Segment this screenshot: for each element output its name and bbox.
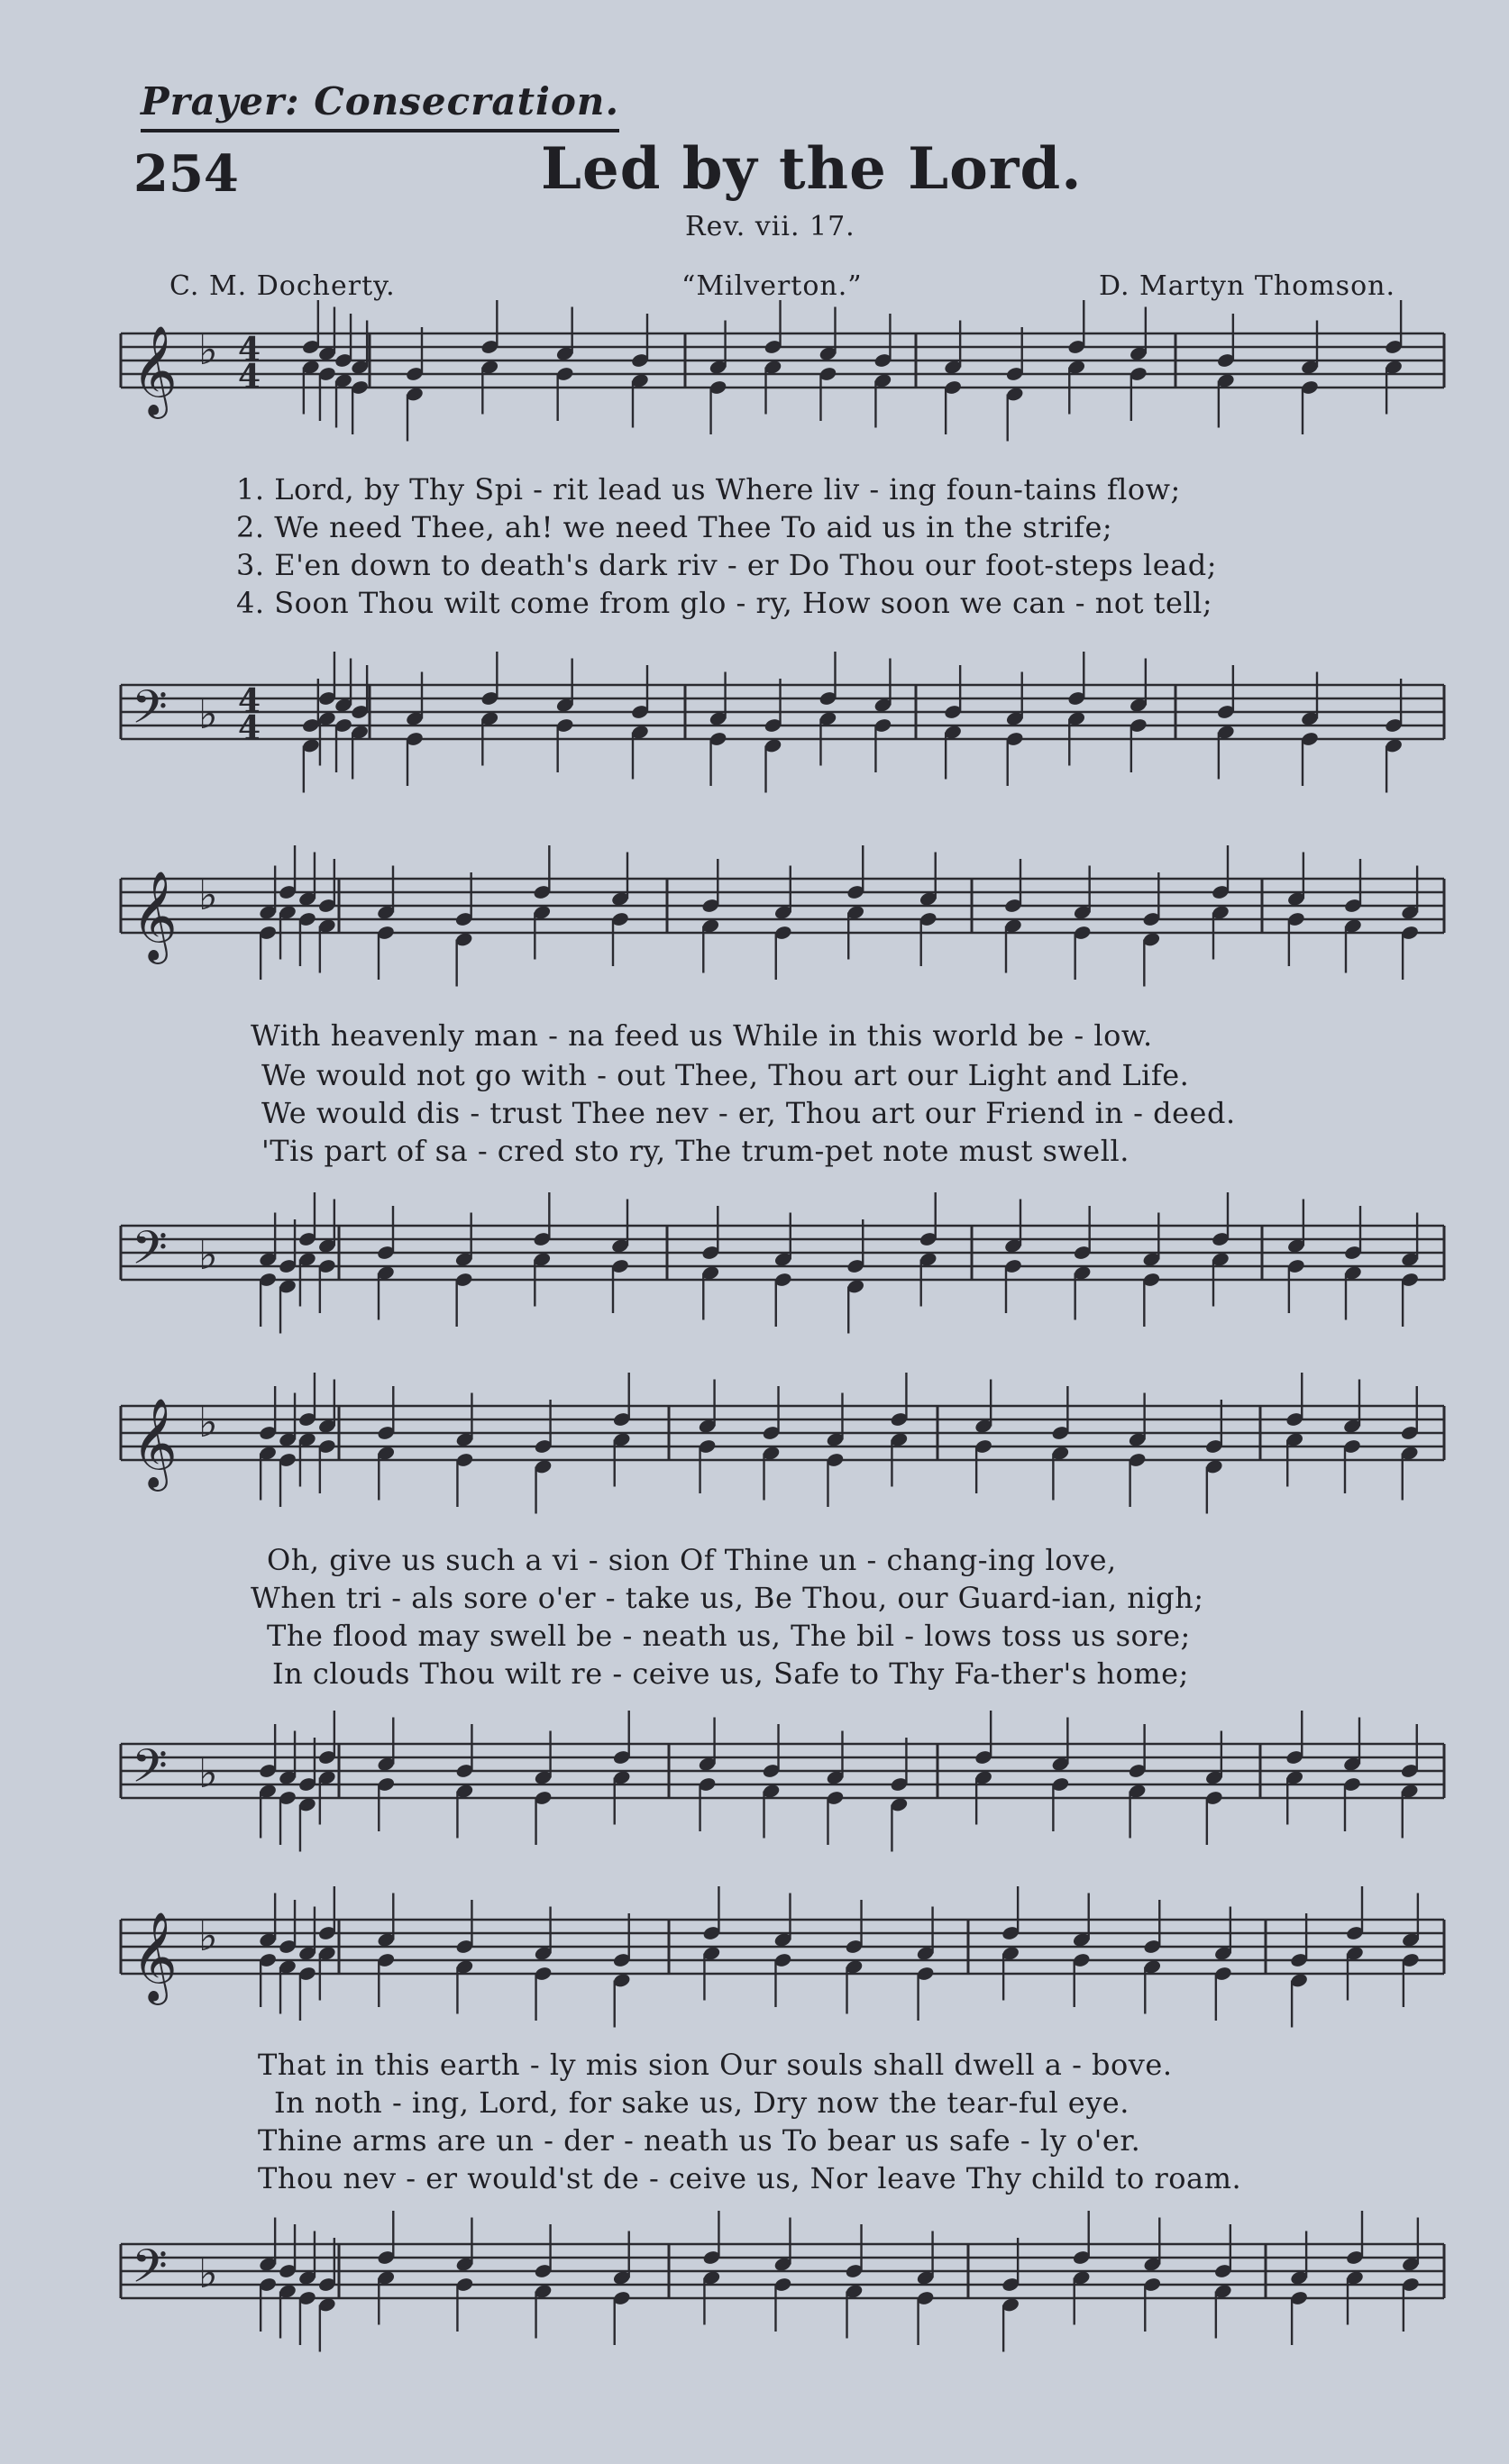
time-signature-top: 4 xyxy=(238,682,261,720)
lyric-line: Oh, give us such a vi - sion Of Thine un - chang-ing love, xyxy=(267,1543,1117,1577)
bass-clef: 𝄢 xyxy=(132,680,168,745)
flat-sign: ♭ xyxy=(198,325,218,374)
bass-clef: 𝄢 xyxy=(132,2239,168,2304)
lyric-line: 3. E'en down to death's dark riv - er Do Thou our foot-steps lead; xyxy=(236,548,1218,582)
tune-name: “Milverton.” xyxy=(681,270,863,302)
composer-credit: D. Martyn Thomson. xyxy=(1098,270,1395,302)
flat-sign: ♭ xyxy=(198,1748,218,1797)
lyric-line: That in this earth - ly mis sion Our souls shall dwell a - bove. xyxy=(258,2048,1173,2082)
lyric-line: 2. We need Thee, ah! we need Thee To aid us in the strife; xyxy=(236,510,1113,544)
lyric-line: With heavenly man - na feed us While in this world be - low. xyxy=(251,1018,1153,1053)
bass-clef: 𝄢 xyxy=(132,1738,168,1804)
lyric-line: Thine arms are un - der - neath us To bear us safe - ly o'er. xyxy=(258,2123,1141,2158)
time-signature-top: 4 xyxy=(238,331,261,369)
lyric-line: The flood may swell be - neath us, The bil - lows toss us sore; xyxy=(267,1619,1191,1653)
author-credit: C. M. Docherty. xyxy=(169,270,396,302)
lyric-line: Thou nev - er would'st de - ceive us, Nor leave Thy child to roam. xyxy=(258,2161,1242,2195)
lyric-line: We would dis - trust Thee nev - er, Thou art our Friend in - deed. xyxy=(261,1096,1236,1130)
flat-sign: ♭ xyxy=(198,689,218,738)
bass-clef: 𝄢 xyxy=(132,1220,168,1286)
time-signature-bottom: 4 xyxy=(238,709,261,747)
scripture-reference: Rev. vii. 17. xyxy=(685,211,855,242)
treble-clef: 𝄞 xyxy=(132,1398,178,1488)
section-label: Prayer: Consecration. xyxy=(141,79,619,132)
lyric-line: 1. Lord, by Thy Spi - rit lead us Where liv - ing foun-tains flow; xyxy=(236,472,1181,506)
flat-sign: ♭ xyxy=(198,2249,218,2297)
treble-clef: 𝄞 xyxy=(132,325,178,415)
hymn-title: Led by the Lord. xyxy=(541,135,1083,203)
lyric-line: When tri - als sore o'er - take us, Be Thou, our Guard-ian, nigh; xyxy=(251,1581,1204,1615)
hymn-number: 254 xyxy=(133,144,239,204)
flat-sign: ♭ xyxy=(198,1398,218,1446)
lyric-line: In clouds Thou wilt re - ceive us, Safe to Thy Fa-ther's home; xyxy=(272,1656,1189,1691)
lyric-line: 4. Soon Thou wilt come from glo - ry, How soon we can - not tell; xyxy=(236,586,1213,620)
lyric-line: In noth - ing, Lord, for sake us, Dry now the tear-ful eye. xyxy=(274,2085,1129,2120)
time-signature-bottom: 4 xyxy=(238,358,261,396)
treble-clef: 𝄞 xyxy=(132,1912,178,2002)
flat-sign: ♭ xyxy=(198,871,218,919)
flat-sign: ♭ xyxy=(198,1912,218,1960)
lyric-line: We would not go with - out Thee, Thou art our Light and Life. xyxy=(261,1058,1190,1092)
treble-clef: 𝄞 xyxy=(132,871,178,961)
lyric-line: 'Tis part of sa - cred sto ry, The trum-pet note must swell. xyxy=(261,1134,1129,1168)
flat-sign: ♭ xyxy=(198,1230,218,1279)
